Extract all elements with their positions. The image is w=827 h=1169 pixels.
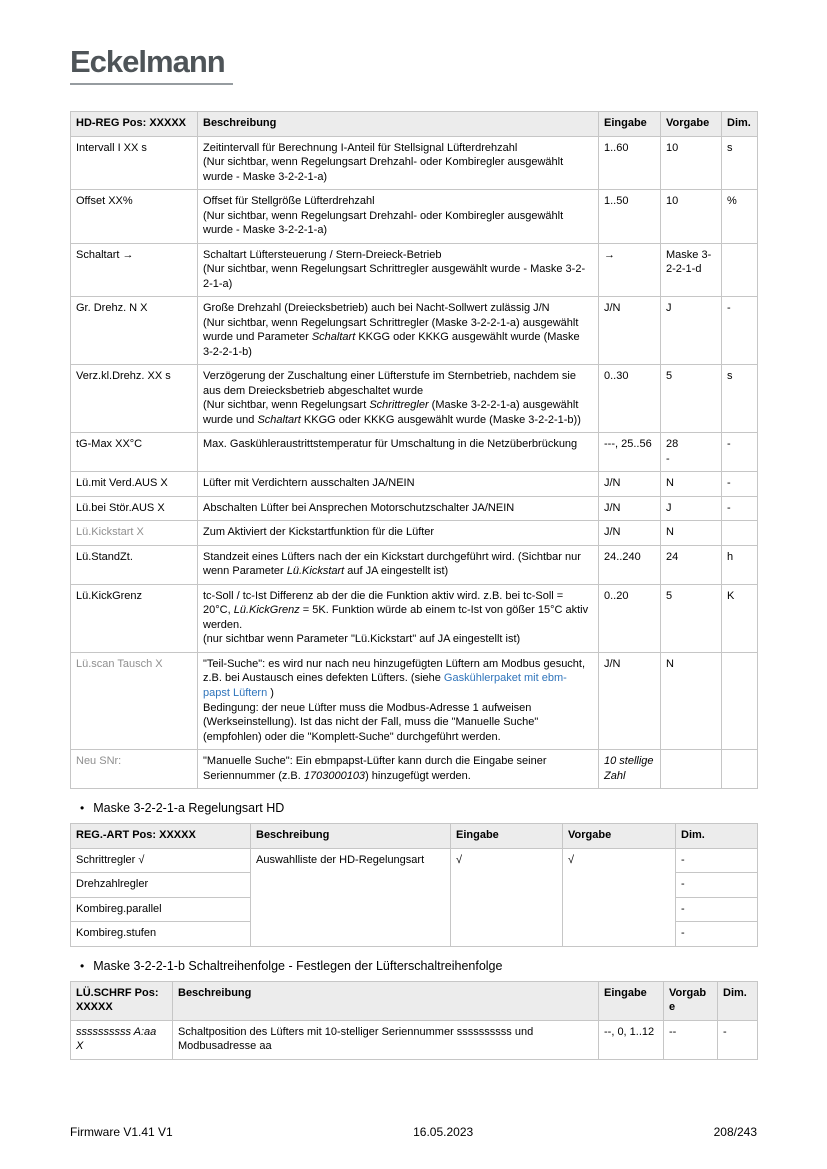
text-segment: 24..240 bbox=[604, 550, 641, 563]
text-segment: Kombireg.stufen bbox=[76, 927, 157, 940]
column-header: Dim. bbox=[718, 981, 758, 1020]
table-cell bbox=[71, 545, 198, 584]
table-cell bbox=[676, 897, 758, 922]
text-segment: → bbox=[604, 248, 615, 261]
table-cell bbox=[722, 750, 758, 789]
text-segment: Lü.scan Tausch X bbox=[76, 657, 163, 670]
table-cell bbox=[722, 433, 758, 472]
column-header: Eingabe bbox=[599, 981, 664, 1020]
column-header: Beschreibung bbox=[198, 112, 599, 137]
text-segment: Auswahlliste der HD-Regelungsart bbox=[256, 853, 425, 866]
table-cell bbox=[198, 521, 599, 546]
table-cell bbox=[722, 472, 758, 497]
table-cell bbox=[676, 873, 758, 898]
text-segment: Schaltart bbox=[257, 413, 301, 426]
content-area bbox=[70, 111, 757, 1060]
text-segment: --, 0, 1..12 bbox=[604, 1025, 655, 1038]
table-cell bbox=[722, 521, 758, 546]
text-segment: = 5K. Funktion würde ab einem tc-Ist von gößer 15°C aktiv werden. bbox=[203, 604, 589, 631]
table-cell bbox=[198, 545, 599, 584]
table-cell bbox=[198, 297, 599, 365]
text-segment: Standzeit eines Lüfters nach der ein Kickstart durchgeführt wird. (Sichtbar nur wenn Parameter bbox=[203, 550, 581, 578]
text-segment: tG-Max XX°C bbox=[76, 438, 143, 451]
table-cell bbox=[722, 365, 758, 433]
table-cell bbox=[599, 472, 661, 497]
text-segment: 1..60 bbox=[604, 141, 629, 154]
table-row bbox=[71, 1020, 758, 1059]
text-segment: Schaltart → bbox=[76, 248, 134, 261]
text-segment: (Nur sichtbar, wenn Regelungsart Schrittregler (Maske 3-2-2-1-a) ausgewählt wurde und Parameter bbox=[203, 316, 579, 344]
text-segment: % bbox=[727, 195, 737, 208]
table-header-row bbox=[71, 824, 758, 849]
text-segment: 1703000103 bbox=[303, 769, 366, 782]
text-segment: √ bbox=[568, 853, 575, 866]
table-cell bbox=[599, 297, 661, 365]
table-cell bbox=[676, 922, 758, 947]
text-segment: N bbox=[666, 477, 674, 490]
text-segment: Lü.Kickstart X bbox=[76, 526, 144, 539]
regelungsart-table bbox=[70, 823, 758, 947]
table-cell bbox=[198, 136, 599, 190]
text-segment: - bbox=[681, 902, 685, 915]
table-cell bbox=[599, 496, 661, 521]
column-header: Dim. bbox=[722, 112, 758, 137]
text-segment: 1..50 bbox=[604, 195, 629, 208]
text-segment: Gr. Drehz. N X bbox=[76, 302, 148, 315]
table-cell bbox=[722, 297, 758, 365]
column-header: Eingabe bbox=[599, 112, 661, 137]
text-segment: Offset XX% bbox=[76, 195, 133, 208]
text-segment: s bbox=[727, 370, 733, 383]
text-segment: 10 bbox=[666, 195, 679, 208]
table-cell bbox=[661, 243, 722, 297]
table-cell bbox=[198, 750, 599, 789]
column-header: Dim. bbox=[676, 824, 758, 849]
footer-firmware-version: Firmware V1.41 V1 bbox=[70, 1125, 173, 1139]
column-header: Vorgabe bbox=[664, 981, 718, 1020]
table-cell bbox=[599, 750, 661, 789]
table-row bbox=[71, 297, 758, 365]
table-cell bbox=[722, 190, 758, 244]
table-cell bbox=[198, 365, 599, 433]
table-cell bbox=[599, 545, 661, 584]
text-segment: (Nur sichtbar, wenn Regelungsart bbox=[203, 399, 370, 412]
table-cell bbox=[661, 365, 722, 433]
table-cell bbox=[71, 136, 198, 190]
column-header: Beschreibung bbox=[251, 824, 451, 849]
table-cell bbox=[71, 922, 251, 947]
text-segment: 28 bbox=[666, 438, 679, 451]
table-cell bbox=[71, 652, 198, 749]
table-header-row bbox=[71, 112, 758, 137]
text-segment: 10 bbox=[666, 141, 679, 154]
table-cell bbox=[599, 584, 661, 652]
text-segment: Drehzahlregler bbox=[76, 878, 149, 891]
column-header: HD-REG Pos: XXXXX bbox=[71, 112, 198, 137]
text-segment: K bbox=[727, 589, 735, 602]
column-header: REG.-ART Pos: XXXXX bbox=[71, 824, 251, 849]
column-header: Eingabe bbox=[451, 824, 563, 849]
text-segment: Schrittregler √ bbox=[76, 853, 145, 866]
text-segment: Offset für Stellgröße Lüfterdrehzahl bbox=[203, 195, 375, 208]
text-segment: (nur sichtbar wenn Parameter "Lü.Kickstart" auf JA eingestellt ist) bbox=[203, 633, 521, 646]
table-cell bbox=[71, 584, 198, 652]
table-row bbox=[71, 521, 758, 546]
text-segment: - bbox=[727, 302, 731, 315]
text-segment: 5 bbox=[666, 589, 673, 602]
text-segment: Schrittregler bbox=[369, 399, 429, 412]
table-cell bbox=[722, 652, 758, 749]
table-cell bbox=[722, 243, 758, 297]
text-segment: Schaltart Lüftersteuerung / Stern-Dreieck-Betrieb bbox=[203, 248, 442, 261]
table-row bbox=[71, 472, 758, 497]
footer-page-number: 208/243 bbox=[713, 1125, 757, 1139]
column-header: LÜ.SCHRF Pos: XXXXX bbox=[71, 981, 173, 1020]
text-segment: KKGG oder KKKG ausgewählt wurde (Maske 3-2-2-1-b)) bbox=[300, 413, 581, 426]
text-segment: J/N bbox=[604, 501, 621, 514]
text-segment: Zum Aktiviert der Kickstartfunktion für die Lüfter bbox=[203, 526, 435, 539]
text-segment: - bbox=[727, 477, 731, 490]
bullet-icon: • bbox=[80, 801, 85, 816]
table-cell bbox=[599, 243, 661, 297]
column-header: Beschreibung bbox=[173, 981, 599, 1020]
text-segment: auf JA eingestellt ist) bbox=[344, 565, 449, 578]
table-cell bbox=[198, 243, 599, 297]
column-header: Vorgabe bbox=[563, 824, 676, 849]
text-segment: Schaltposition des Lüfters mit 10-stelliger Seriennummer ssssssssss und Modbusadresse aa bbox=[178, 1025, 534, 1053]
text-segment: Lü.StandZt. bbox=[76, 550, 133, 563]
table-cell bbox=[599, 136, 661, 190]
text-segment: (Nur sichtbar, wenn Regelungsart Drehzahl- oder Kombiregler ausgewählt wurde - Maske 3-2-2-1-a) bbox=[203, 209, 564, 237]
bullet-icon: • bbox=[80, 958, 85, 973]
text-segment: - bbox=[723, 1025, 727, 1038]
text-segment: Lüfter mit Verdichtern ausschalten JA/NEIN bbox=[203, 477, 415, 490]
table-cell bbox=[71, 365, 198, 433]
table-cell bbox=[71, 297, 198, 365]
text-segment: "Teil-Suche": es wird nur nach neu hinzugefügten Lüftern am Modbus gesucht, z.B. bei Austausch eines defekten Lüfters. (siehe bbox=[203, 657, 586, 685]
table-cell bbox=[198, 472, 599, 497]
table-cell bbox=[722, 545, 758, 584]
section-heading-a bbox=[80, 801, 757, 815]
table-row bbox=[71, 652, 758, 749]
table-row bbox=[71, 433, 758, 472]
table-cell bbox=[599, 190, 661, 244]
text-segment: h bbox=[727, 550, 734, 563]
text-segment: Intervall I XX s bbox=[76, 141, 147, 154]
table-cell bbox=[661, 750, 722, 789]
table-cell bbox=[722, 496, 758, 521]
table-cell bbox=[661, 584, 722, 652]
table-row bbox=[71, 136, 758, 190]
text-segment: Kombireg.parallel bbox=[76, 902, 162, 915]
text-segment: Bedingung: der neue Lüfter muss die Modbus-Adresse 1 aufweisen (Werkseinstellung). Ist das nicht der Fall, muss die "Manuelle Suche" (empfohlen) oder die "Komplett-Suche" durchgeführt werden. bbox=[203, 701, 539, 743]
text-segment: tc-Soll / tc-Ist Differenz ab der die die Funktion aktiv wird. z.B. bei tc-Soll = 20°C, bbox=[203, 589, 564, 617]
table-cell bbox=[599, 652, 661, 749]
table-cell bbox=[71, 848, 251, 873]
table-cell bbox=[71, 873, 251, 898]
table-cell bbox=[71, 433, 198, 472]
text-segment: Maske 3-2-2-1-d bbox=[666, 248, 712, 276]
text-segment: Lü.mit Verd.AUS X bbox=[76, 477, 168, 490]
table-cell bbox=[661, 472, 722, 497]
table-cell bbox=[451, 848, 563, 946]
table-cell bbox=[661, 652, 722, 749]
table-cell bbox=[599, 1020, 664, 1059]
table-cell bbox=[71, 750, 198, 789]
table-cell bbox=[71, 190, 198, 244]
table-cell bbox=[661, 190, 722, 244]
table-cell bbox=[661, 433, 722, 472]
table-row bbox=[71, 190, 758, 244]
text-segment: Neu SNr: bbox=[76, 755, 122, 768]
table-row bbox=[71, 365, 758, 433]
table-row bbox=[71, 848, 758, 873]
table-cell bbox=[661, 136, 722, 190]
text-segment: (Nur sichtbar, wenn Regelungsart Schrittregler ausgewählt wurde - Maske 3-2-2-1-a) bbox=[203, 263, 586, 290]
text-segment: ssssssssss A:aa X bbox=[76, 1025, 157, 1053]
table-cell bbox=[661, 545, 722, 584]
text-segment: J bbox=[666, 302, 672, 315]
hd-reg-table bbox=[70, 111, 758, 789]
text-segment: Lü.KickGrenz bbox=[233, 604, 300, 617]
table-cell bbox=[173, 1020, 599, 1059]
table-cell bbox=[563, 848, 676, 946]
table-cell bbox=[722, 584, 758, 652]
text-segment: 0..20 bbox=[604, 589, 629, 602]
schaltreihenfolge-table bbox=[70, 981, 758, 1060]
text-segment: 24 bbox=[666, 550, 679, 563]
section-heading-b bbox=[80, 959, 757, 973]
text-segment: - bbox=[681, 878, 685, 891]
text-segment: J/N bbox=[604, 477, 621, 490]
table-row bbox=[71, 496, 758, 521]
table-row bbox=[71, 243, 758, 297]
table-cell bbox=[198, 190, 599, 244]
text-segment: Max. Gaskühleraustrittstemperatur für Umschaltung in die Netzüberbrückung bbox=[203, 438, 578, 451]
table-cell bbox=[71, 496, 198, 521]
text-segment: Verzögerung der Zuschaltung einer Lüfterstufe im Sternbetrieb, nachdem sie aus dem Dreiecksbetrieb abgeschaltet wurde bbox=[203, 370, 576, 397]
text-segment: 5 bbox=[666, 370, 673, 383]
text-segment: N bbox=[666, 657, 674, 670]
text-segment: J/N bbox=[604, 657, 621, 670]
table-cell bbox=[71, 243, 198, 297]
text-segment: - bbox=[727, 501, 731, 514]
text-segment: Lü.KickGrenz bbox=[76, 589, 143, 602]
text-segment: -- bbox=[669, 1025, 677, 1038]
table-cell bbox=[71, 1020, 173, 1059]
text-segment: (Maske 3-2-2-1-a) ausgewählt wurde und bbox=[203, 399, 579, 426]
text-segment: Große Drehzahl (Dreiecksbetrieb) auch bei Nacht-Sollwert zulässig J/N bbox=[203, 302, 550, 315]
table-header-row bbox=[71, 981, 758, 1020]
section-title: Maske 3-2-2-1-a Regelungsart HD bbox=[93, 801, 285, 816]
table-cell bbox=[198, 652, 599, 749]
eckelmann-logo: Eckelmann bbox=[70, 44, 233, 85]
table-cell bbox=[661, 496, 722, 521]
page-footer bbox=[70, 1125, 757, 1139]
table-row bbox=[71, 584, 758, 652]
text-segment: Lü.Kickstart bbox=[286, 565, 345, 578]
text-segment: s bbox=[727, 141, 733, 154]
text-segment: - bbox=[727, 438, 731, 451]
table-cell bbox=[722, 136, 758, 190]
text-segment: 10 stellige Zahl bbox=[604, 755, 654, 782]
text-segment: N bbox=[666, 526, 674, 539]
text-segment: ) bbox=[267, 686, 274, 699]
text-segment: 0..30 bbox=[604, 370, 629, 383]
table-cell bbox=[71, 472, 198, 497]
text-segment: - bbox=[681, 853, 685, 866]
text-segment: ---, 25..56 bbox=[604, 438, 652, 451]
table-cell bbox=[198, 584, 599, 652]
table-cell bbox=[664, 1020, 718, 1059]
text-segment: J/N bbox=[604, 526, 621, 539]
table-row bbox=[71, 545, 758, 584]
table-cell bbox=[198, 496, 599, 521]
column-header: Vorgabe bbox=[661, 112, 722, 137]
text-segment: - bbox=[666, 452, 670, 465]
text-segment: J bbox=[666, 501, 672, 514]
table-cell bbox=[599, 365, 661, 433]
text-segment: Abschalten Lüfter bei Ansprechen Motorschutzschalter JA/NEIN bbox=[203, 501, 515, 514]
footer-date: 16.05.2023 bbox=[413, 1125, 474, 1139]
table-cell bbox=[676, 848, 758, 873]
table-row bbox=[71, 750, 758, 789]
table-cell bbox=[661, 297, 722, 365]
section-title: Maske 3-2-2-1-b Schaltreihenfolge - Festlegen der Lüfterschaltreihenfolge bbox=[93, 958, 503, 973]
table-cell bbox=[661, 521, 722, 546]
text-segment: J/N bbox=[604, 302, 621, 315]
text-segment: √ bbox=[456, 853, 463, 866]
table-cell bbox=[599, 433, 661, 472]
table-cell bbox=[599, 521, 661, 546]
text-segment: KKGG oder KKKG ausgewählt wurde (Maske 3-2-2-1-b) bbox=[203, 331, 580, 358]
table-cell bbox=[718, 1020, 758, 1059]
table-cell bbox=[71, 897, 251, 922]
table-cell bbox=[251, 848, 451, 946]
table-cell bbox=[71, 521, 198, 546]
text-segment: Verz.kl.Drehz. XX s bbox=[76, 370, 171, 383]
table-cell bbox=[198, 433, 599, 472]
text-segment: "Manuelle Suche": Ein ebmpapst-Lüfter kann durch die Eingabe seiner Seriennummer (z.B. bbox=[203, 755, 547, 782]
text-segment: Lü.bei Stör.AUS X bbox=[76, 501, 165, 514]
text-segment: Zeitintervall für Berechnung I-Anteil für Stellsignal Lüfterdrehzahl bbox=[203, 141, 518, 154]
inline-link[interactable]: Gaskühlerpaket mit ebm-papst Lüftern bbox=[203, 672, 567, 699]
text-segment: ) hinzugefügt werden. bbox=[365, 769, 471, 782]
text-segment: Schaltart bbox=[311, 331, 356, 344]
text-segment: (Nur sichtbar, wenn Regelungsart Drehzahl- oder Kombiregler ausgewählt wurde - Maske 3-2-2-1-a) bbox=[203, 156, 564, 183]
text-segment: - bbox=[681, 927, 685, 940]
